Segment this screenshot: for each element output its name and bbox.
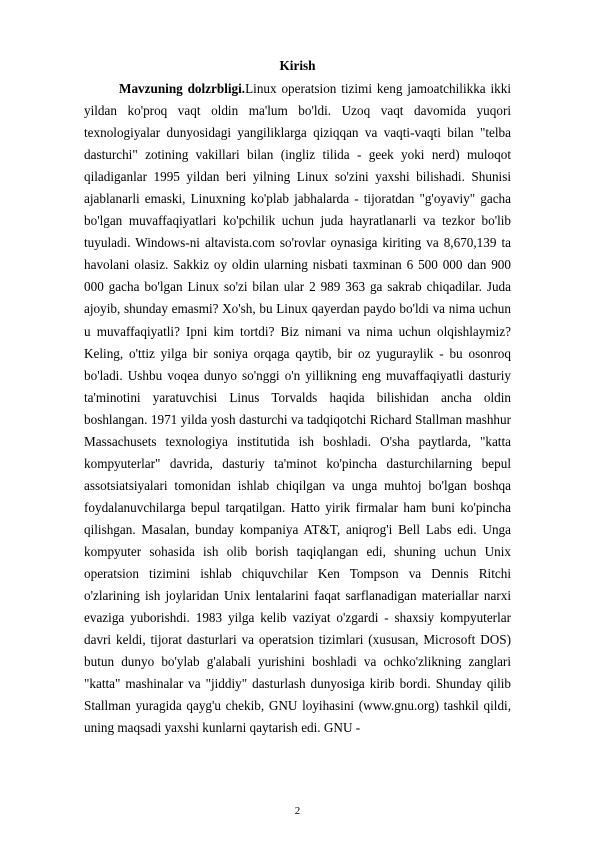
- section-title: Kirish: [279, 58, 316, 73]
- page-number: 2: [294, 805, 301, 817]
- body-paragraph: [84, 78, 511, 739]
- lead-label: Mavzuning dolzrbligi.: [119, 81, 246, 96]
- paragraph-text: Linux operatsion tizimi keng jamoatchilikka ikki yildan ko'proq vaqt oldin ma'lum bo'ldi. Uzoq vaqt davomida yuqori texnologiyalar dunyosidagi yangiliklarga qiziqqan va vaqti-vaqti bilan "telba dasturchi" zotining vakillari bilan (ingliz tilida - geek yoki nerd) muloqot qiladiganlar 1995 yildan beri yilning Linux so'zini yaxshi bilishadi. Shunisi ajablanarli emaski, Linuxning ko'plab jabhalarda - tijoratdan "g'oyaviy" gacha bo'lgan muvaffaqiyatlari ko'pchilik uchun juda hayratlanarli va tezkor bo'lib tuyuladi. Windows-ni altavista.com so'rovlar oynasiga kiriting va 8,670,139 ta havolani olasiz. Sakkiz oy oldin ularning nisbati taxminan 6 500 000 dan 900 000 gacha bo'lgan Linux so'zi bilan ular 2 989 363 ga sakrab chiqadilar. Juda ajoyib, shunday emasmi? Xo'sh, bu Linux qayerdan paydo bo'ldi va nima uchun u muvaffaqiyatli? Ipni kim tortdi? Biz nimani va nima uchun olqishlaymiz? Keling, o'ttiz yilga bir soniya orqaga qaytib, bir oz yuguraylik - bu osonroq bo'ladi. Ushbu voqea dunyo so'nggi o'n yillikning eng muvaffaqiyatli dasturiy ta'minotini yaratuvchisi Linus Torvalds haqida bilishidan ancha oldin boshlangan. 1971 yilda yosh dasturchi va tadqiqotchi Richard Stallman mashhur Massachusets texnologiya institutida ish boshladi. O'sha paytlarda, "katta kompyuterlar" davrida, dasturiy ta'minot ko'pincha dasturchilarning bepul assotsiatsiyalari tomonidan ishlab chiqilgan va unga muhtoj bo'lgan boshqa foydalanuvchilarga bepul tarqatilgan. Hatto yirik firmalar ham buni ko'pincha qilishgan. Masalan, bunday kompaniya AT&T, aniqrog'i Bell Labs edi. Unga kompyuter sohasida ish olib borish taqiqlangan edi, shuning uchun Unix operatsion tizimini ishlab chiquvchilar Ken Tompson va Dennis Ritchi o'zlarining ish joylaridan Unix lentalarini faqat sarflanadigan materiallar narxi evaziga yuborishdi. 1983 yilga kelib vaziyat o'zgardi - shaxsiy kompyuterlar davri keldi, tijorat dasturlari va operatsion tizimlari (xususan, Microsoft DOS) butun dunyo bo'ylab g'alabali yurishini boshladi va ochko'zlikning zanglari "katta" mashinalar va "jiddiy" dasturlash dunyosiga kirib bordi. Shunday qilib Stallman yuragida qayg'u chekib, GNU loyihasini (www.gnu.org) tashkil qildi, uning maqsadi yaxshi kunlarni qaytarish edi. GNU -: [84, 81, 512, 736]
